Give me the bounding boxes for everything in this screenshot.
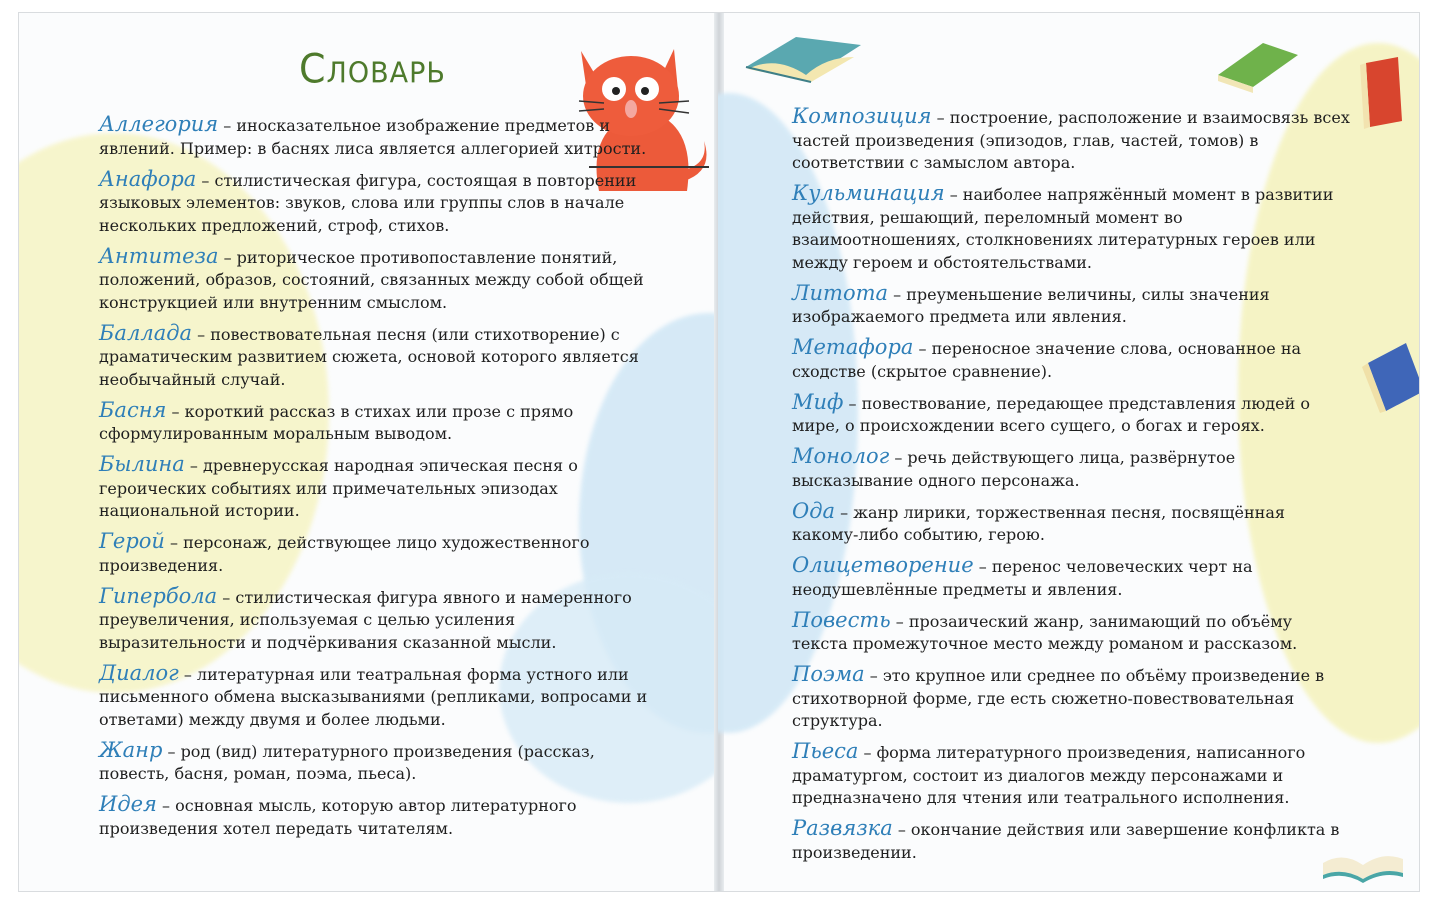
glossary-term: Олицетворение: [792, 553, 974, 577]
glossary-definition: – перенос человеческих черт на неодушевлённые предметы и явления.: [792, 557, 1253, 599]
glossary-term: Метафора: [792, 335, 914, 359]
glossary-definition: – это крупное или среднее по объёму произведение в стихотворной форме, где есть сюжетно-повествовательная структура.: [792, 666, 1325, 730]
glossary-term: Жанр: [99, 737, 163, 762]
glossary-entry: [99, 168, 659, 238]
glossary-definition: – форма литературного произведения, написанного драматургом, состоит из диалогов между персонажами и предназначено для чтения или театрального исполнения.: [792, 743, 1306, 807]
glossary-definition: – построение, расположение и взаимосвязь всех частей произведения (эпизодов, глав, частей, томов) в соответствии с замыслом автора.: [792, 108, 1350, 172]
glossary-entry: [99, 739, 659, 786]
book-spread: [18, 12, 1420, 892]
glossary-entry: [792, 817, 1352, 864]
glossary-term: Поэма: [792, 662, 865, 686]
glossary-term: Композиция: [792, 104, 932, 128]
glossary-term: Былина: [99, 452, 185, 476]
glossary-definition: – повествовательная песня (или стихотворение) с драматическим развитием сюжета, основой которого является необычайный случай.: [99, 324, 639, 389]
glossary-definition: – риторическое противопоставление понятий, положений, образов, состояний, связанных между собой общей конструкцией или внутренним смыслом.: [99, 247, 644, 312]
glossary-definition: – повествование, передающее представления людей о мире, о происхождении всего сущего, о богах и героях.: [792, 393, 1310, 435]
glossary-entry: [99, 245, 659, 315]
glossary-entry: [792, 445, 1352, 492]
glossary-term: Герой: [99, 529, 165, 553]
page-title: Словарь: [299, 45, 446, 93]
glossary-entry: [792, 500, 1352, 547]
glossary-term: Монолог: [792, 444, 890, 468]
red-book-icon: [1358, 53, 1408, 133]
green-book-icon: [1213, 35, 1303, 95]
glossary-term: Ода: [792, 498, 836, 523]
glossary-definition: – стилистическая фигура явного и намеренного преувеличения, используемая с целью усиления выразительности и подчёркивания сказанной мысли.: [99, 587, 632, 652]
glossary-term: Развязка: [792, 816, 893, 840]
glossary-definition: – речь действующего лица, развёрнутое высказывание одного персонажа.: [792, 448, 1236, 490]
glossary-term: Аллегория: [99, 112, 219, 136]
glossary-definition: – короткий рассказ в стихах или прозе с прямо сформулированным моральным выводом.: [99, 401, 574, 443]
blue-book-icon: [1358, 333, 1420, 413]
glossary-entry: [99, 793, 659, 840]
glossary-entry: [792, 391, 1352, 438]
glossary-entry: [99, 662, 659, 732]
glossary-definition: – прозаический жанр, занимающий по объёму текста промежуточное место между романом и рассказом.: [792, 611, 1298, 653]
glossary-definition: – жанр лирики, торжественная песня, посвящённая какому-либо событию, герою.: [792, 502, 1285, 544]
glossary-definition: – стилистическая фигура, состоящая в повторении языковых элементов: звуков, слова или группы слов в начале нескольких предложений, строф, стихов.: [99, 170, 637, 235]
glossary-term: Басня: [99, 397, 167, 422]
glossary-definition: – персонаж, действующее лицо художественного произведения.: [99, 533, 590, 575]
glossary-entry: [792, 663, 1352, 733]
glossary-definition: – основная мысль, которую автор литературного произведения хотел передать читателям.: [99, 796, 577, 838]
glossary-term: Баллада: [99, 320, 193, 345]
glossary-entry: [792, 105, 1352, 175]
glossary-entry: [792, 182, 1352, 274]
glossary-definition: – род (вид) литературного произведения (рассказ, повесть, басня, роман, поэма, пьеса).: [99, 741, 595, 783]
glossary-term: Анафора: [99, 166, 197, 191]
glossary-entry: [99, 453, 659, 523]
glossary-entry: [99, 322, 659, 392]
glossary-term: Пьеса: [792, 739, 859, 763]
right-page: [718, 13, 1420, 891]
glossary-term: Миф: [792, 389, 844, 414]
glossary-definition: – литературная или театральная форма устного или письменного обмена высказываниями (репликами, вопросами и ответами) между двумя и более людьми.: [99, 664, 648, 729]
glossary-entry: [792, 282, 1352, 329]
glossary-entry: [99, 585, 659, 655]
glossary-definition: – иносказательное изображение предметов и явлений. Пример: в баснях лиса является аллегорией хитрости.: [99, 116, 647, 158]
glossary-term: Кульминация: [792, 181, 945, 205]
glossary-term: Гипербола: [99, 583, 218, 608]
glossary-term: Диалог: [99, 660, 179, 685]
glossary-entry: [792, 740, 1352, 810]
glossary-definition: – окончание действия или завершение конфликта в произведении.: [792, 820, 1340, 862]
glossary-term: Литота: [792, 280, 889, 305]
glossary-definition: – преуменьшение величины, силы значения изображаемого предмета или явления.: [792, 284, 1270, 326]
glossary-entry: [792, 554, 1352, 601]
left-page: [19, 13, 716, 891]
glossary-term: Антитеза: [99, 243, 219, 268]
left-glossary: [99, 113, 659, 848]
glossary-definition: – наиболее напряжённый момент в развитии действия, решающий, переломный момент во взаимоотношениях, столкновениях литературных героев или между героем и обстоятельствами.: [792, 185, 1334, 272]
glossary-term: Идея: [99, 792, 157, 816]
glossary-entry: [792, 336, 1352, 383]
flying-book-icon: [736, 27, 866, 87]
glossary-term: Повесть: [792, 607, 891, 632]
glossary-entry: [99, 113, 659, 160]
glossary-definition: – переносное значение слова, основанное на сходстве (скрытое сравнение).: [792, 339, 1302, 381]
glossary-entry: [99, 399, 659, 446]
right-glossary: [792, 105, 1352, 872]
glossary-definition: – древнерусская народная эпическая песня о героических событиях или примечательных эпизодах национальной истории.: [99, 456, 578, 520]
glossary-entry: [99, 530, 659, 577]
glossary-entry: [792, 609, 1352, 656]
